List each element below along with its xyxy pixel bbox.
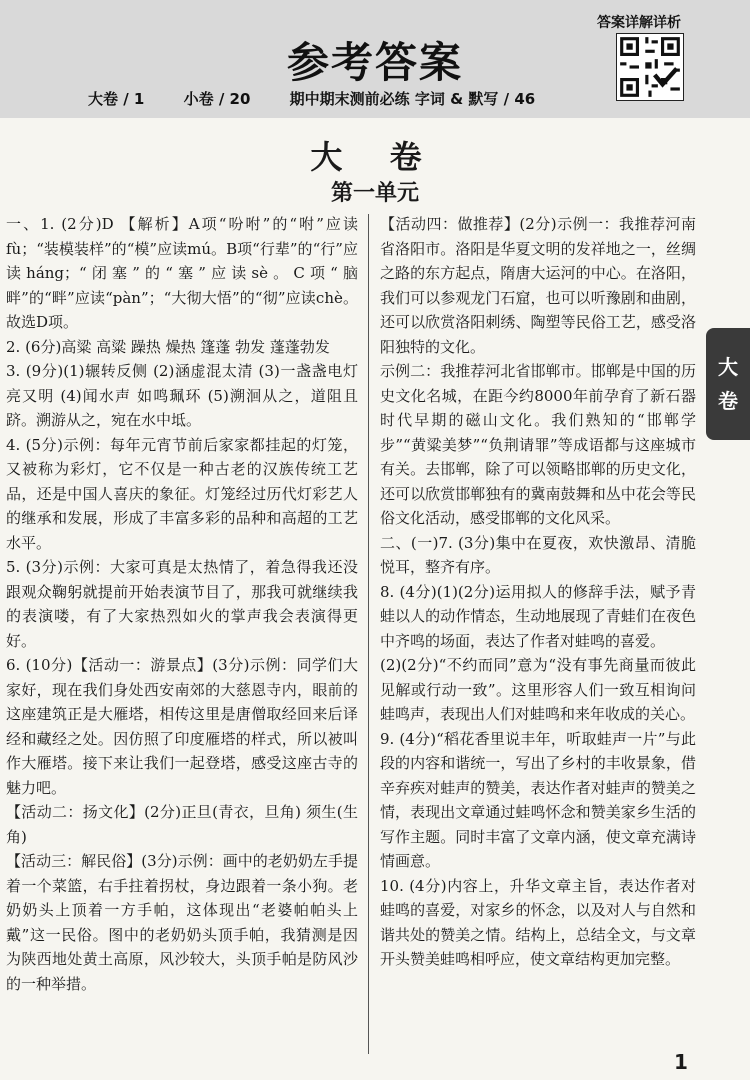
- volume-side-tab[interactable]: [706, 328, 750, 440]
- answer-q3: 3. (9分)(1)辗转反侧 (2)涵虚混太清 (3)一盏盏电灯亮又明 (4)闻水声 如鸣珮环 (5)溯洄从之，道阻且跻。溯游从之，宛在水中坻。: [6, 362, 358, 429]
- right-column: [380, 212, 696, 972]
- column-divider: [368, 214, 369, 1054]
- answer-q6-activity1: 6. (10分)【活动一：游景点】(3分)示例：同学们大家好，现在我们身处西安南郊的大慈恩寺内，眼前的这座建筑正是大雁塔，相传这里是唐僧取经回来后译经和藏经之处。因仿照了印度雁塔的样式，所以被叫作大雁塔。接下来让我们一起登塔，感受这座古寺的魅力吧。: [6, 656, 358, 797]
- side-tab-char-2: 卷: [718, 389, 738, 413]
- answer-q1: 一、1. (2分)D 【解析】A项“吩咐”的“咐”应读fù；“装模装样”的“模”应读mú。B项“行辈”的“行”应读háng；“闭塞”的“塞”应读sè。C项“脑畔”的“畔”应读“pàn”；“大彻大悟”的“彻”应读chè。故选D项。: [6, 215, 358, 331]
- answer-q9: 9. (4分)“稻花香里说丰年，听取蛙声一片”与此段的内容和谐统一，写出了乡村的丰收景象，借辛弃疾对蛙声的赞美，表达作者对蛙声的赞美之情，表现出文章通过蛙鸣怀念和赞美家乡生活的写作主题。同时丰富了文章内涵，使文章充满诗情画意。: [380, 729, 696, 870]
- index-practice: 期中期末测前必练 字词 & 默写 / 46: [289, 90, 536, 108]
- answer-q5: 5. (3分)示例：大家可真是太热情了，着急得我还没跟观众鞠躬就提前开始表演节目了，那我可就继续我的表演喽，有了大家热烈如火的掌声我会表演得更好。: [6, 558, 358, 650]
- qr-code-icon[interactable]: [616, 33, 684, 101]
- answer-q4: 4. (5分)示例：每年元宵节前后家家都挂起的灯笼，又被称为彩灯，它不仅是一种古老的汉族传统工艺品，还是中国人喜庆的象征。灯笼经过历代灯彩艺人的继承和发展，形成了丰富多彩的品种和高超的工艺水平。: [6, 435, 358, 552]
- answer-q6-activity4-example2: 示例二：我推荐河北省邯郸市。邯郸是中国的历史文化名城，在距今约8000年前孕育了新石器时代早期的磁山文化。我们熟知的“邯郸学步”“黄粱美梦”“负荆请罪”等成语都与这座城市有关。去邯郸，除了可以领略邯郸的历史文化，还可以欣赏邯郸独有的冀南鼓舞和丛中花会等民俗文化活动，感受邯郸的文化风采。: [380, 362, 696, 527]
- answer-q10: 10. (4分)内容上，升华文章主旨，表达作者对蛙鸣的喜爱，对家乡的怀念，以及对人与自然和谐共处的赞美之情。结构上，总结全文，与文章开头赞美蛙鸣相呼应，使文章结构更加完整。: [380, 876, 696, 968]
- unit-title: 第一单元: [330, 181, 419, 206]
- answer-q8-part2: (2)(2分)“不约而同”意为“没有事先商量而彼此见解或行动一致”。这里形容人们一致互相询问蛙鸣声，表现出人们对蛙鸣和来年收成的关心。: [380, 656, 696, 723]
- answer-q8-part1: 8. (4分)(1)(2分)运用拟人的修辞手法，赋予青蛙以人的动作情态，生动地展现了青蛙们在夜色中齐鸣的场面，表达了作者对蛙鸣的喜爱。: [380, 582, 696, 650]
- side-tab-char-1: 大: [718, 355, 738, 379]
- answer-q6-activity2: 【活动二：扬文化】(2分)正旦(青衣，旦角) 须生(生角): [6, 803, 358, 846]
- qr-label: 答案详解详析: [597, 15, 681, 31]
- answer-q6-activity4: 【活动四：做推荐】(2分)示例一：我推荐河南省洛阳市。洛阳是华夏文明的发祥地之一，丝绸之路的东方起点，隋唐大运河的中心。在洛阳，我们可以参观龙门石窟，也可以听豫剧和曲剧，还可以欣赏洛阳刺绣、陶塑等民俗工艺，感受洛阳独特的文化。: [380, 215, 696, 356]
- left-column: [6, 212, 358, 996]
- answer-header: [0, 0, 750, 118]
- volume-title: 大 卷: [310, 138, 440, 176]
- answer-q2: 2. (6分)高粱 高粱 躁热 燥热 篷蓬 勃发 蓬蓬勃发: [6, 337, 330, 356]
- index-small-volume: 小卷 / 20: [183, 90, 251, 108]
- page-number: 1: [674, 1050, 688, 1074]
- index-large-volume: 大卷 / 1: [88, 90, 145, 108]
- section-index: [88, 88, 569, 109]
- answer-q7: 二、(一)7. (3分)集中在夏夜，欢快激昂、清脆悦耳，整齐有序。: [380, 533, 696, 576]
- answer-q6-activity3: 【活动三：解民俗】(3分)示例：画中的老奶奶左手提着一个菜篮，右手拄着拐杖，身边跟着一条小狗。老奶奶头上顶着一方手帕，这体现出“老婆帕帕头上戴”这一民俗。图中的老奶奶头顶手帕，我猜测是因为陕西地处黄土高原，风沙较大，头顶手帕是防风沙的一种举措。: [6, 852, 358, 993]
- page-title: 参考答案: [286, 38, 463, 87]
